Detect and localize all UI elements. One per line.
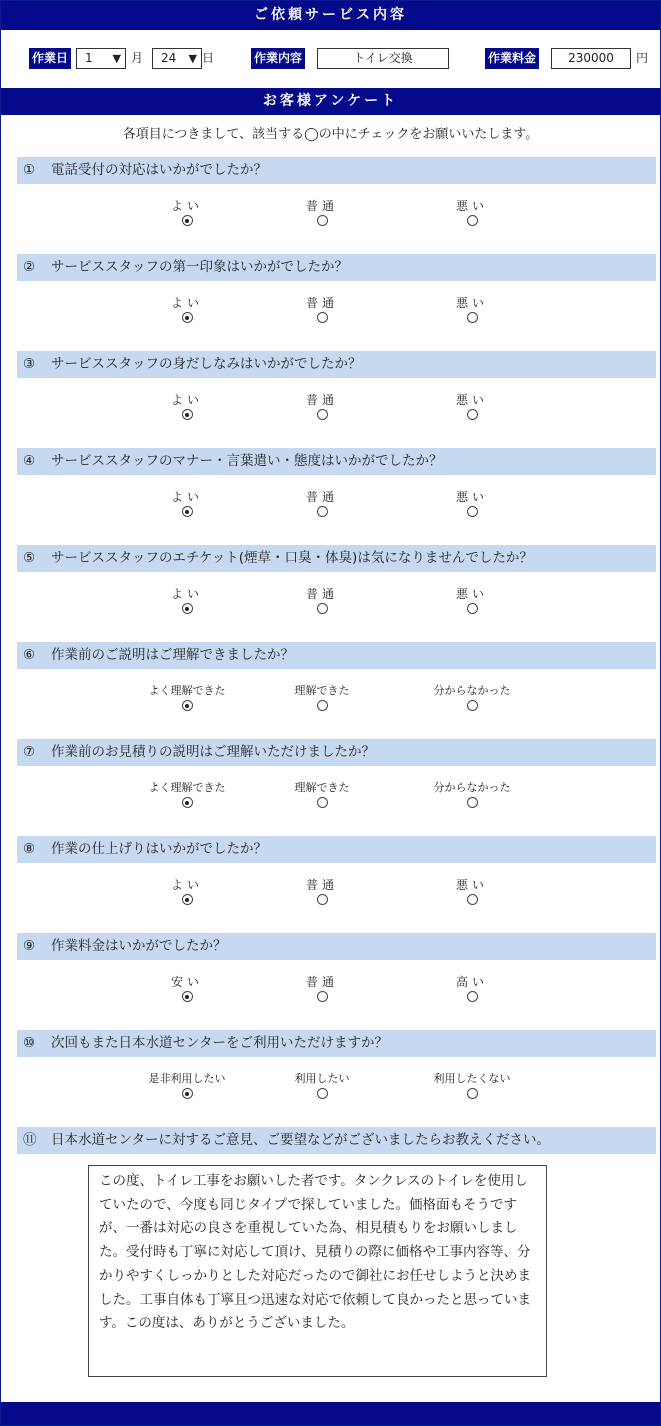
radio-unchecked-icon[interactable]	[317, 1088, 328, 1099]
chevron-down-icon: ▼	[188, 52, 197, 65]
radio-option[interactable]	[127, 199, 247, 226]
survey-header: お客様アンケート	[1, 88, 660, 115]
radio-option[interactable]	[127, 878, 247, 905]
radio-unchecked-icon[interactable]	[317, 894, 328, 905]
radio-unchecked-icon[interactable]	[317, 506, 328, 517]
radio-option[interactable]	[262, 587, 382, 614]
radio-option[interactable]	[412, 684, 532, 711]
option-label: よい	[170, 296, 203, 310]
work-content-label: 作業内容	[251, 48, 305, 69]
option-label: 高い	[455, 975, 488, 989]
option-label: 悪い	[455, 587, 488, 601]
question-6	[17, 642, 656, 669]
radio-unchecked-icon[interactable]	[467, 1088, 478, 1099]
day-select[interactable]	[152, 48, 202, 69]
question-2	[17, 254, 656, 281]
radio-checked-icon[interactable]	[182, 700, 193, 711]
option-label: 利用したくない	[433, 1072, 511, 1085]
radio-option[interactable]	[412, 587, 532, 614]
radio-option[interactable]	[127, 684, 247, 711]
question-number: ④	[23, 453, 36, 469]
question-7	[17, 739, 656, 766]
radio-unchecked-icon[interactable]	[467, 506, 478, 517]
radio-option[interactable]	[127, 296, 247, 323]
month-select[interactable]	[76, 48, 126, 69]
radio-option[interactable]	[262, 684, 382, 711]
radio-unchecked-icon[interactable]	[467, 409, 478, 420]
survey-intro: 各項目につきまして、該当する◯の中にチェックをお願いいたします。	[122, 127, 539, 142]
radio-option[interactable]	[412, 878, 532, 905]
work-fee-label: 作業料金	[485, 48, 539, 69]
chevron-down-icon: ▼	[112, 52, 121, 65]
option-label: よい	[170, 878, 203, 892]
radio-checked-icon[interactable]	[182, 1088, 193, 1099]
radio-checked-icon[interactable]	[182, 797, 193, 808]
month-unit: 月	[131, 51, 144, 65]
question-9	[17, 933, 656, 960]
radio-unchecked-icon[interactable]	[317, 700, 328, 711]
radio-unchecked-icon[interactable]	[317, 215, 328, 226]
option-label: 安い	[170, 975, 203, 989]
radio-checked-icon[interactable]	[182, 991, 193, 1002]
radio-option[interactable]	[262, 393, 382, 420]
radio-unchecked-icon[interactable]	[317, 991, 328, 1002]
option-label: 普通	[305, 587, 338, 601]
option-label: 普通	[305, 878, 338, 892]
radio-option[interactable]	[412, 975, 532, 1002]
question-text: 次回もまた日本水道センターをご利用いただけますか？	[51, 1035, 388, 1051]
radio-option[interactable]	[412, 296, 532, 323]
radio-unchecked-icon[interactable]	[467, 797, 478, 808]
comment-textarea[interactable]: この度、トイレ工事をお願いした者です。タンクレスのトイレを使用していたので、今度も同じタイプで探していました。価格面もそうですが、一番は対応の良さを重視していた為、相見積もりをお願いしました。受付時も丁寧に対応して頂け、見積りの際に価格や工事内容等、分かりやすくしっかりとした対応だったので御社にお任せしようと決めました。工事自体も丁寧且つ迅速な対応で依頼して良かったと思っています。この度は、ありがとうございました。	[88, 1165, 547, 1377]
question-3	[17, 351, 656, 378]
radio-option[interactable]	[262, 296, 382, 323]
day-unit: 日	[202, 51, 215, 65]
option-label: 普通	[305, 975, 338, 989]
question-text: 作業料金はいかがでしたか？	[51, 938, 227, 954]
footer-bar	[1, 1402, 660, 1425]
radio-unchecked-icon[interactable]	[317, 797, 328, 808]
option-label: 利用したい	[294, 1072, 350, 1085]
work-fee-field[interactable]: 230000	[551, 48, 631, 69]
radio-checked-icon[interactable]	[182, 409, 193, 420]
radio-option[interactable]	[127, 490, 247, 517]
option-label: 普通	[305, 296, 338, 310]
question-10	[17, 1030, 656, 1057]
radio-option[interactable]	[412, 199, 532, 226]
option-label: 悪い	[455, 393, 488, 407]
radio-unchecked-icon[interactable]	[467, 894, 478, 905]
option-label: 悪い	[455, 490, 488, 504]
question-5	[17, 545, 656, 572]
question-4	[17, 448, 656, 475]
radio-option[interactable]	[412, 393, 532, 420]
question-number: ⑤	[23, 550, 36, 566]
radio-checked-icon[interactable]	[182, 506, 193, 517]
radio-checked-icon[interactable]	[182, 894, 193, 905]
radio-option[interactable]	[412, 490, 532, 517]
question-11	[17, 1127, 656, 1154]
question-text: 電話受付の対応はいかがでしたか？	[51, 162, 267, 178]
radio-option[interactable]	[127, 587, 247, 614]
radio-option[interactable]	[262, 975, 382, 1002]
option-label: 分からなかった	[433, 781, 511, 794]
radio-unchecked-icon[interactable]	[467, 991, 478, 1002]
month-value: 1	[85, 51, 93, 65]
radio-unchecked-icon[interactable]	[317, 409, 328, 420]
option-label: よい	[170, 490, 203, 504]
radio-option[interactable]	[262, 490, 382, 517]
radio-option[interactable]	[412, 781, 532, 808]
option-label: 普通	[305, 199, 338, 213]
question-number: ⑧	[23, 841, 36, 857]
option-label: 悪い	[455, 878, 488, 892]
radio-option[interactable]	[127, 393, 247, 420]
question-number: ⑨	[23, 938, 36, 954]
option-label: よい	[170, 393, 203, 407]
question-text: サービススタッフのエチケット(煙草・口臭・体臭)は気になりませんでしたか？	[51, 550, 533, 566]
radio-unchecked-icon[interactable]	[467, 312, 478, 323]
question-text: 作業前のお見積りの説明はご理解いただけましたか？	[51, 744, 375, 760]
radio-checked-icon[interactable]	[182, 603, 193, 614]
question-text: サービススタッフの身だしなみはいかがでしたか？	[51, 356, 362, 372]
option-label: よい	[170, 587, 203, 601]
radio-option[interactable]	[262, 781, 382, 808]
work-content-field[interactable]: トイレ交換	[317, 48, 449, 69]
radio-option[interactable]	[127, 1072, 247, 1099]
day-value: 24	[161, 51, 177, 65]
radio-unchecked-icon[interactable]	[467, 700, 478, 711]
option-label: 是非利用したい	[148, 1072, 226, 1085]
option-label: 悪い	[455, 199, 488, 213]
radio-option[interactable]	[262, 878, 382, 905]
question-number: ⑪	[23, 1132, 37, 1148]
radio-option[interactable]	[262, 199, 382, 226]
question-number: ⑥	[23, 647, 36, 663]
radio-option[interactable]	[127, 781, 247, 808]
radio-option[interactable]	[127, 975, 247, 1002]
question-number: ①	[23, 162, 36, 178]
radio-option[interactable]	[262, 1072, 382, 1099]
radio-unchecked-icon[interactable]	[467, 215, 478, 226]
question-text: サービススタッフのマナー・言葉遣い・態度はいかがでしたか？	[51, 453, 443, 469]
question-text: 作業の仕上げりはいかがでしたか？	[51, 841, 267, 857]
radio-checked-icon[interactable]	[182, 312, 193, 323]
radio-option[interactable]	[412, 1072, 532, 1099]
question-number: ③	[23, 356, 36, 372]
question-1	[17, 157, 656, 184]
option-label: 理解できた	[294, 684, 350, 697]
radio-unchecked-icon[interactable]	[467, 603, 478, 614]
work-date-label: 作業日	[29, 48, 71, 69]
question-number: ⑦	[23, 744, 36, 760]
option-label: 普通	[305, 490, 338, 504]
question-text: 作業前のご説明はご理解できましたか？	[51, 647, 294, 663]
option-label: よく理解できた	[148, 684, 226, 697]
question-8	[17, 836, 656, 863]
option-label: 悪い	[455, 296, 488, 310]
question-number: ②	[23, 259, 36, 275]
radio-unchecked-icon[interactable]	[317, 312, 328, 323]
option-label: 分からなかった	[433, 684, 511, 697]
question-number: ⑩	[23, 1035, 36, 1051]
option-label: よい	[170, 199, 203, 213]
option-label: よく理解できた	[148, 781, 226, 794]
service-header: ご依頼サービス内容	[1, 1, 660, 30]
question-text: サービススタッフの第一印象はいかがでしたか？	[51, 259, 348, 275]
radio-checked-icon[interactable]	[182, 215, 193, 226]
question-text: 日本水道センターに対するご意見、ご要望などがございましたらお教えください。	[51, 1132, 550, 1148]
option-label: 理解できた	[294, 781, 350, 794]
option-label: 普通	[305, 393, 338, 407]
radio-unchecked-icon[interactable]	[317, 603, 328, 614]
fee-unit: 円	[636, 51, 649, 65]
